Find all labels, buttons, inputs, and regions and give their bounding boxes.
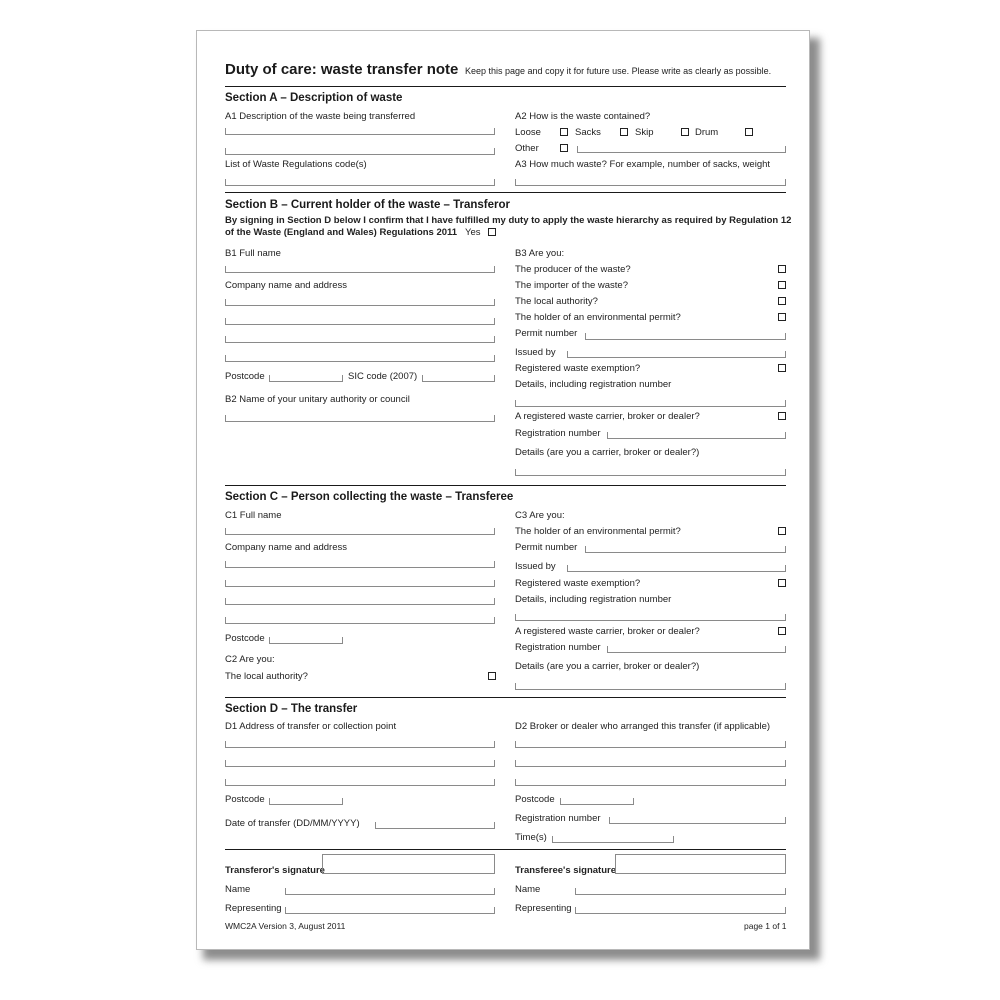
date-line[interactable] [375,822,495,829]
d1-address-line-2[interactable] [225,760,495,767]
d1-address-line-3[interactable] [225,779,495,786]
other-label: Other [515,143,539,154]
b3-label: B3 Are you: [515,248,565,259]
b-carrier-checkbox[interactable] [778,412,786,420]
c-issued-by-line[interactable] [567,565,786,572]
c-permit-holder-checkbox[interactable] [778,527,786,535]
d2-postcode-label: Postcode [515,794,555,805]
declaration-line-2: of the Waste (England and Wales) Regulations 2011 [225,227,458,238]
d2-line-2[interactable] [515,760,786,767]
c2-label: C2 Are you: [225,654,275,665]
b-details-carrier-line[interactable] [515,469,786,476]
d-postcode-line[interactable] [269,798,343,805]
times-label: Time(s) [515,832,547,843]
declaration-line-1: By signing in Section D below I confirm that I have fulfilled my duty to apply the waste hierarchy as required by Regulation 12 [225,215,792,226]
section-c-heading: Section C – Person collecting the waste – Transferee [225,491,514,503]
b-address-line-1[interactable] [225,299,495,306]
b-details-reg-label: Details, including registration number [515,379,672,390]
b-local-authority-checkbox[interactable] [778,297,786,305]
transferor-name-line[interactable] [285,888,495,895]
c-permit-number-line[interactable] [585,546,786,553]
b-address-line-4[interactable] [225,355,495,362]
b-permit-holder-label: The holder of an environmental permit? [515,312,681,323]
c1-name-line[interactable] [225,528,495,535]
producer-checkbox[interactable] [778,265,786,273]
yes-label: Yes [465,227,481,238]
c-details-carrier-line[interactable] [515,683,786,690]
quantity-line[interactable] [515,179,786,186]
section-a-rule [225,192,786,193]
c-address-line-2[interactable] [225,580,495,587]
c-local-authority-label: The local authority? [225,671,308,682]
d1-label: D1 Address of transfer or collection point [225,721,397,732]
c-address-line-1[interactable] [225,561,495,568]
other-checkbox[interactable] [745,128,753,136]
b-carrier-label: A registered waste carrier, broker or dealer? [515,411,700,422]
b-details-reg-line[interactable] [515,400,786,407]
b-issued-by-line[interactable] [567,351,786,358]
c-exemption-label: Registered waste exemption? [515,578,641,589]
b1-label: B1 Full name [225,248,281,259]
producer-label: The producer of the waste? [515,264,631,275]
a1-label: A1 Description of the waste being transferred [225,111,416,122]
b-exemption-checkbox[interactable] [778,364,786,372]
header-rule [225,86,786,87]
d-postcode-label: Postcode [225,794,265,805]
c1-label: C1 Full name [225,510,282,521]
loose-label: Loose [515,127,541,138]
c-address-line-4[interactable] [225,617,495,624]
d2-line-1[interactable] [515,741,786,748]
d1-address-line-1[interactable] [225,741,495,748]
waste-description-line-2[interactable] [225,148,495,155]
d-reg-number-label: Registration number [515,813,601,824]
times-line[interactable] [552,836,674,843]
importer-label: The importer of the waste? [515,280,628,291]
transferor-name-label: Name [225,884,251,895]
b-exemption-label: Registered waste exemption? [515,363,641,374]
a2-label: A2 How is the waste contained? [515,111,651,122]
c-reg-number-label: Registration number [515,642,601,653]
importer-checkbox[interactable] [778,281,786,289]
page-number: page 1 of 1 [744,921,787,931]
section-d-rule [225,849,786,850]
c-permit-holder-label: The holder of an environmental permit? [515,526,681,537]
c-postcode-label: Postcode [225,633,265,644]
c-postcode-line[interactable] [269,637,343,644]
date-label: Date of transfer (DD/MM/YYYY) [225,818,360,829]
transferor-signature-box[interactable] [322,854,495,874]
sacks-checkbox[interactable] [560,128,568,136]
transferee-representing-line[interactable] [575,907,786,914]
d2-line-3[interactable] [515,779,786,786]
section-a-heading: Section A – Description of waste [225,92,403,104]
codes-label: List of Waste Regulations code(s) [225,159,367,170]
b-permit-holder-checkbox[interactable] [778,313,786,321]
version-footer: WMC2A Version 3, August 2011 [225,921,346,931]
b-postcode-line[interactable] [269,375,343,382]
b2-council-line[interactable] [225,415,495,422]
section-b-rule [225,485,786,486]
transferee-representing-label: Representing [515,903,572,914]
transferee-name-line[interactable] [575,888,786,895]
c-details-reg-label: Details, including registration number [515,594,672,605]
b-address-line-2[interactable] [225,318,495,325]
sic-line[interactable] [422,375,495,382]
b-local-authority-label: The local authority? [515,296,598,307]
c-local-authority-checkbox[interactable] [488,672,496,680]
transferor-signature-label: Transferor's signature [225,865,325,876]
form-instructions: Keep this page and copy it for future use. Please write as clearly as possible. [465,66,772,76]
c3-label: C3 Are you: [515,510,565,521]
transferee-name-label: Name [515,884,541,895]
transferor-representing-line[interactable] [285,907,495,914]
sacks-label: Sacks [575,127,601,138]
a3-label: A3 How much waste? For example, number of sacks, weight [515,159,771,170]
c-company-label: Company name and address [225,542,347,553]
d-reg-number-line[interactable] [609,817,786,824]
b-company-label: Company name and address [225,280,347,291]
b-address-line-3[interactable] [225,336,495,343]
drum-label: Drum [695,127,719,138]
c-issued-by-label: Issued by [515,561,556,572]
b-permit-number-label: Permit number [515,328,578,339]
drum-checkbox[interactable] [681,128,689,136]
other-line[interactable] [577,146,786,153]
d2-postcode-line[interactable] [560,798,634,805]
b-issued-by-label: Issued by [515,347,556,358]
b-details-carrier-label: Details (are you a carrier, broker or dealer?) [515,447,700,458]
c-carrier-checkbox[interactable] [778,627,786,635]
skip-checkbox[interactable] [620,128,628,136]
c-carrier-label: A registered waste carrier, broker or dealer? [515,626,700,637]
form-page [196,30,810,950]
section-b-heading: Section B – Current holder of the waste – Transferor [225,199,511,211]
hierarchy-yes-checkbox[interactable] [488,228,496,236]
transferor-representing-label: Representing [225,903,282,914]
section-d-heading: Section D – The transfer [225,703,358,715]
section-c-rule [225,697,786,698]
c-address-line-3[interactable] [225,598,495,605]
waste-description-line-1[interactable] [225,128,495,135]
form-title: Duty of care: waste transfer note [225,61,459,78]
b-reg-number-line[interactable] [607,432,786,439]
loose-other-checkbox[interactable] [560,144,568,152]
b-reg-number-label: Registration number [515,428,601,439]
b1-name-line[interactable] [225,266,495,273]
c-exemption-checkbox[interactable] [778,579,786,587]
skip-label: Skip [635,127,654,138]
c-details-reg-line[interactable] [515,614,786,621]
b2-label: B2 Name of your unitary authority or council [225,394,410,405]
b-permit-number-line[interactable] [585,333,786,340]
d2-label: D2 Broker or dealer who arranged this transfer (if applicable) [515,721,771,732]
c-reg-number-line[interactable] [607,646,786,653]
transferee-signature-label: Transferee's signature [515,865,616,876]
transferee-signature-box[interactable] [615,854,786,874]
b-postcode-label: Postcode [225,371,265,382]
sic-label: SIC code (2007) [348,371,418,382]
c-permit-number-label: Permit number [515,542,578,553]
c-details-carrier-label: Details (are you a carrier, broker or dealer?) [515,661,700,672]
codes-line[interactable] [225,179,495,186]
